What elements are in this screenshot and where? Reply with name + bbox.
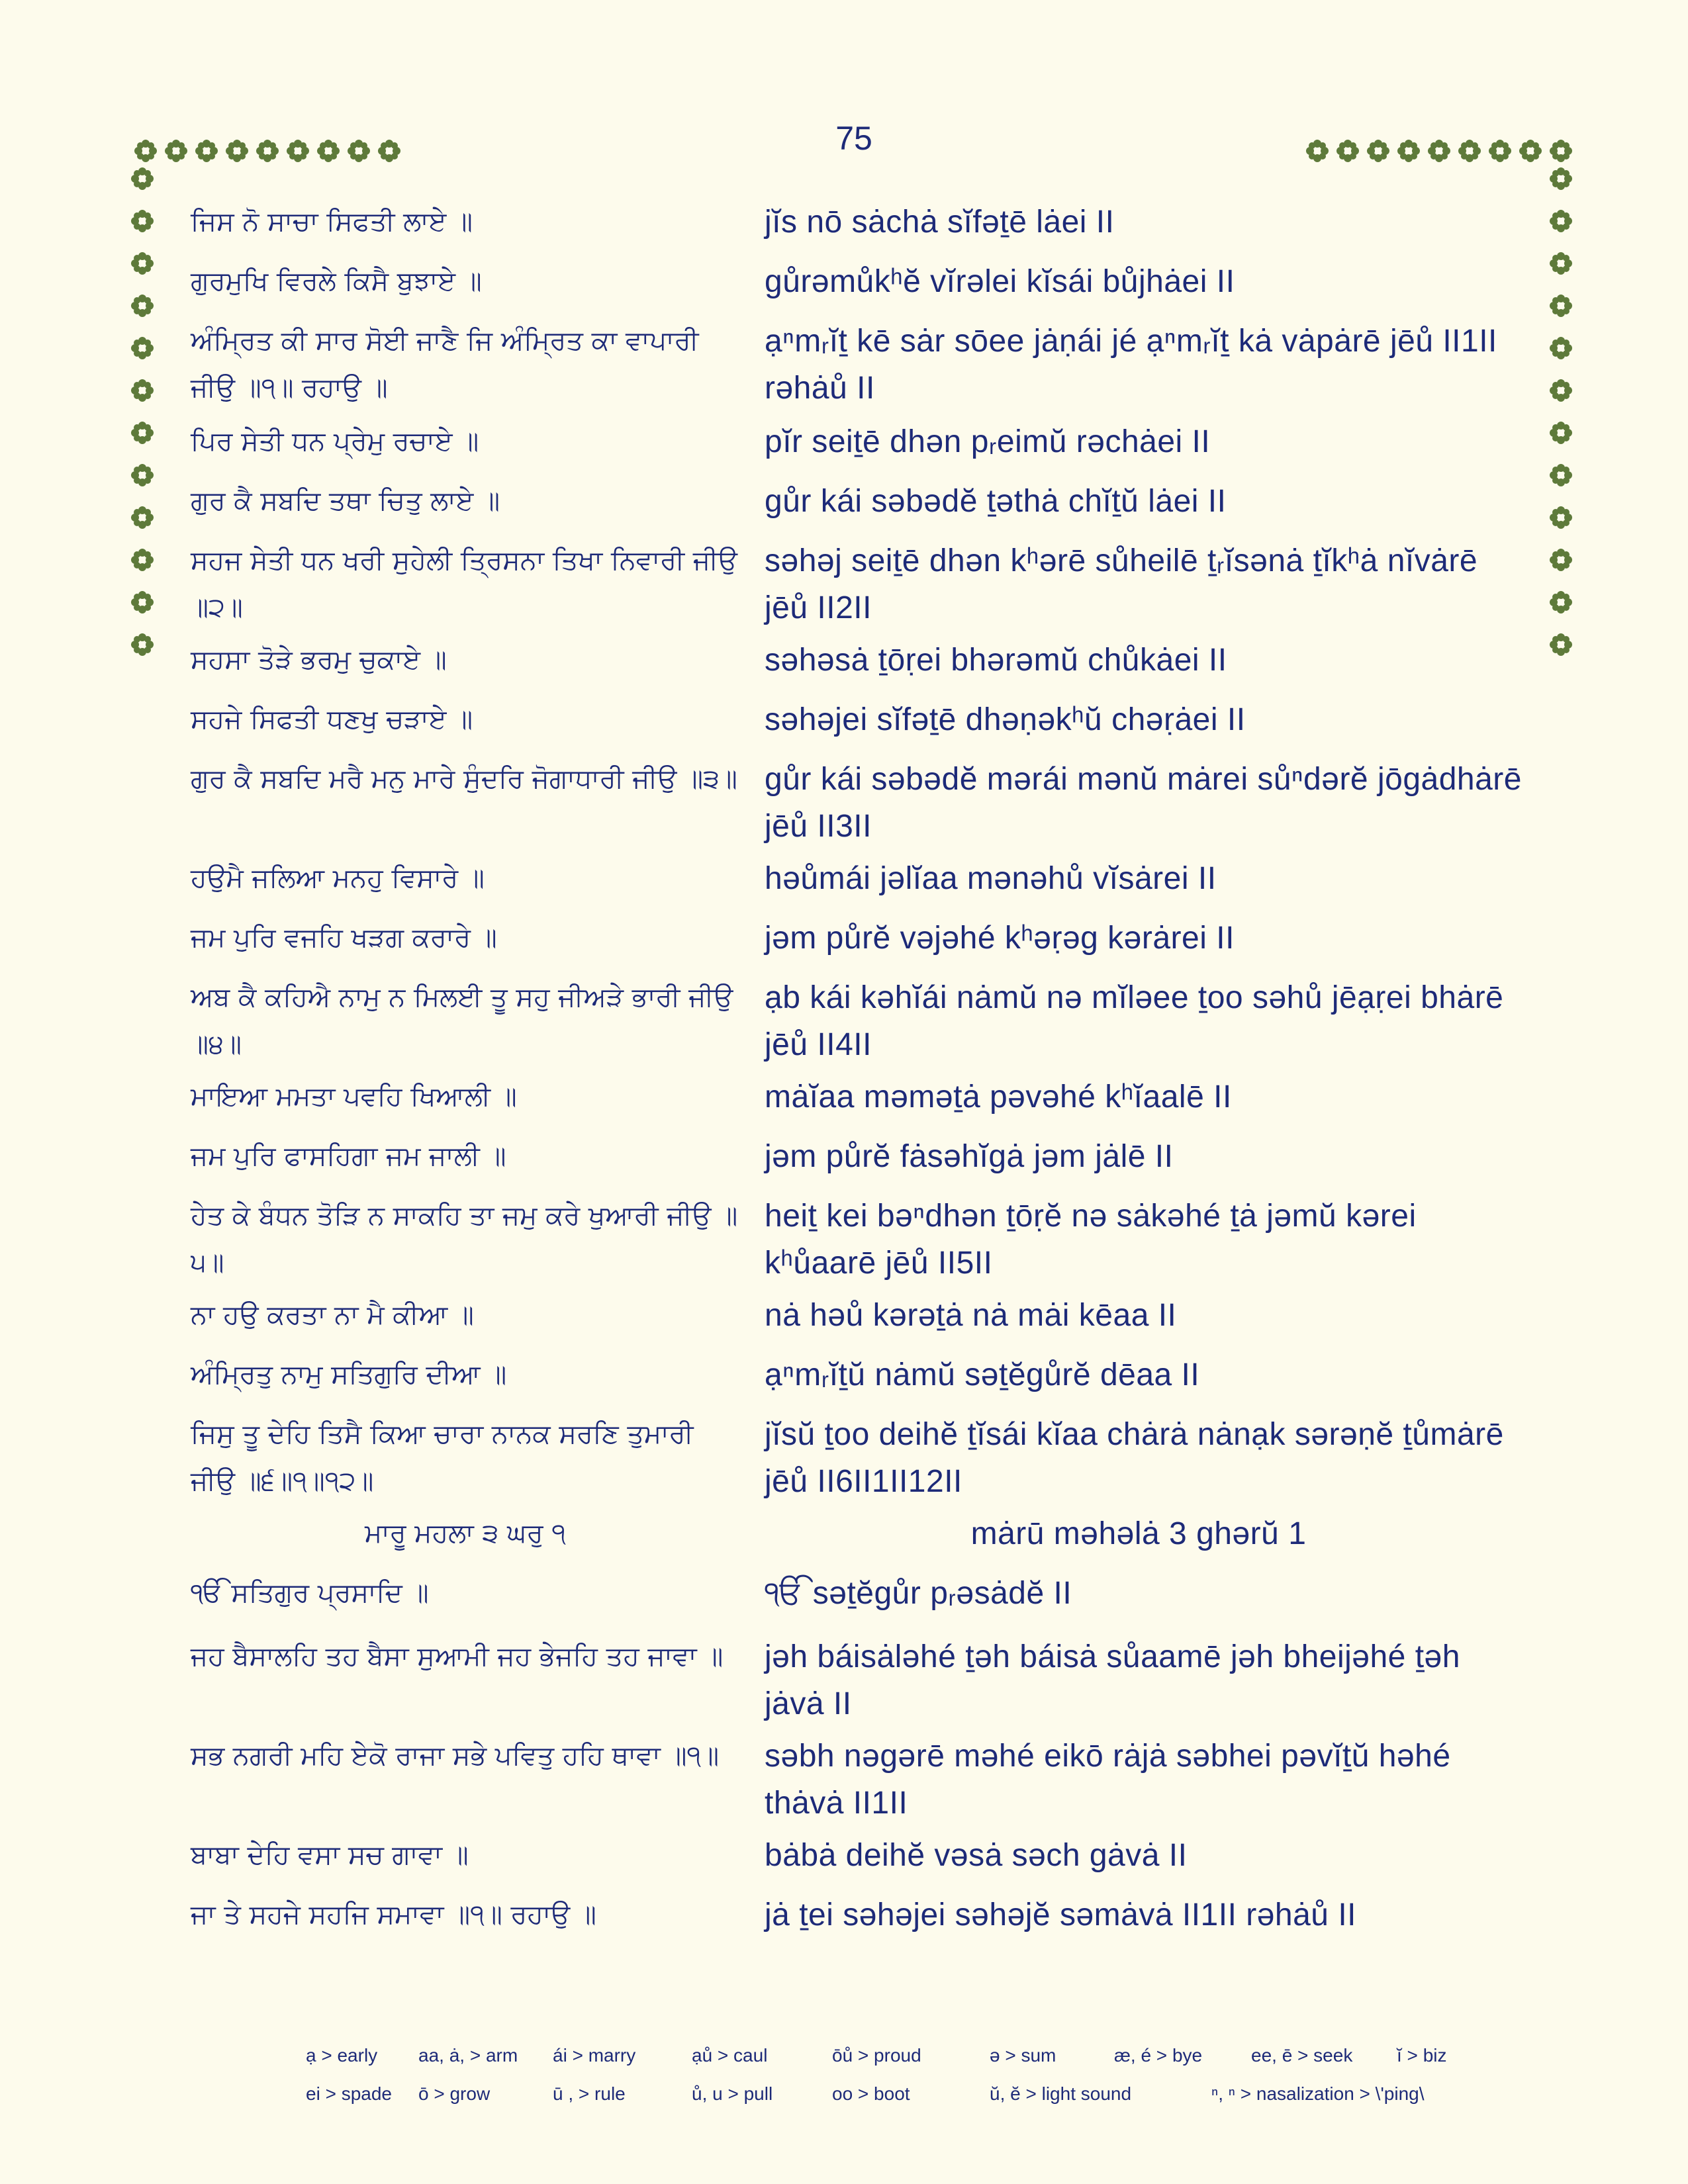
flower-icon <box>1548 377 1574 404</box>
flower-icon <box>1548 165 1574 192</box>
flower-icon <box>1548 138 1574 164</box>
transliteration-text: ạb kái kəhĭái nȧmŭ nə mĭləee ṯoo səhů jēạṛei bhȧrē jēů II4II <box>765 980 1504 1062</box>
gurmukhi-text: ਸਹਜੇ ਸਿਫਤੀ ਧਣਖੁ ਚੜਾਏ ॥ <box>191 704 473 735</box>
flower-icon <box>346 138 372 164</box>
flower-icon <box>129 250 156 277</box>
transliteration-text: jȧ ṯei səhəjei səhəjĕ səmȧvȧ II1II rəhȧů II <box>765 1897 1357 1933</box>
flower-icon <box>1548 504 1574 531</box>
flower-icon <box>1548 547 1574 573</box>
flower-icon <box>163 138 189 164</box>
transliteration-text: jĭs nō sȧchȧ sĭfəṯē lȧei II <box>765 205 1115 240</box>
gurmukhi-text: ਅੰਮ੍ਰਿਤ ਕੀ ਸਾਰ ਸੋਈ ਜਾਣੈ ਜਿ ਅੰਮ੍ਰਿਤ ਕਾ ਵਾਪਾਰੀ ਜੀਉ ॥੧॥ ਰਹਾਉ ॥ <box>191 326 699 403</box>
flower-icon <box>129 208 156 234</box>
flower-icon <box>129 547 156 573</box>
transliteration-text: jəh báisȧləhé ṯəh báisȧ sůaamē jəh bheijəhé ṯəh jȧvȧ II <box>765 1639 1460 1721</box>
flower-icon <box>1517 138 1544 164</box>
transliteration-text: həůmái jəlĭaa mənəhů vĭsȧrei II <box>765 861 1217 896</box>
gurmukhi-text: ੴ ਸਤਿਗੁਰ ਪ੍ਰਸਾਦਿ ॥ <box>191 1578 429 1608</box>
transliteration-text: gůr kái səbədĕ mərái mənŭ mȧrei sůⁿdərĕ jōgȧdhȧrē jēů II3II <box>765 762 1522 844</box>
legend-item: ů, u > pull <box>692 2083 773 2104</box>
flower-icon <box>1304 138 1331 164</box>
transliteration-text: mȧĭaa məməṯȧ pəvəhé kʰĭaalē II <box>765 1079 1232 1115</box>
ornament-column-left <box>129 165 156 658</box>
flower-icon <box>129 462 156 488</box>
flower-icon <box>1335 138 1361 164</box>
flower-icon <box>129 504 156 531</box>
legend-item: aa, ȧ, > arm <box>418 2045 518 2066</box>
gurmukhi-text: ਸਭ ਨਗਰੀ ਮਹਿ ਏਕੋ ਰਾਜਾ ਸਭੇ ਪਵਿਤੁ ਹਹਿ ਥਾਵਾ ॥੧॥ <box>191 1741 720 1771</box>
transliteration-text: gůrəmůkʰĕ vĭrəlei kĭsái bůjhȧei II <box>765 264 1235 299</box>
transliteration-text: ạⁿmᵣĭṯ kē sȧr sōee jȧṇái jé ạⁿmᵣĭṯ kȧ vȧpȧrē jēů II1II rəhȧů II <box>765 324 1497 406</box>
gurmukhi-text: ਜਿਸ ਨੋ ਸਾਚਾ ਸਿਫਤੀ ਲਾਏ ॥ <box>191 206 473 237</box>
flower-icon <box>1548 631 1574 658</box>
flower-icon <box>254 138 281 164</box>
flower-icon <box>193 138 220 164</box>
flower-icon <box>285 138 311 164</box>
transliteration-text: bȧbȧ deihĕ vəsȧ səch gȧvȧ II <box>765 1838 1188 1873</box>
gurmukhi-text: ਸਹਜ ਸੇਤੀ ਧਨ ਖਰੀ ਸੁਹੇਲੀ ਤ੍ਰਿਸਨਾ ਤਿਖਾ ਨਿਵਾਰੀ ਜੀਉ ॥੨॥ <box>191 545 737 623</box>
flower-icon <box>129 589 156 615</box>
flower-icon <box>1548 293 1574 319</box>
transliteration-text: səhəj seiṯē dhən kʰərē sůheilē ṯᵣĭsənȧ ṯĭkʰȧ nĭvȧrē jēů II2II <box>765 543 1478 625</box>
gurmukhi-text: ਗੁਰਮੁਖਿ ਵਿਰਲੇ ਕਿਸੈ ਬੁਝਾਏ ॥ <box>191 266 482 296</box>
flower-icon <box>1426 138 1452 164</box>
legend-item: ū , > rule <box>553 2083 626 2104</box>
flower-icon <box>1548 462 1574 488</box>
gurmukhi-text: ਹੇਤ ਕੇ ਬੰਧਨ ਤੋੜਿ ਨ ਸਾਕਹਿ ਤਾ ਜਮੁ ਕਰੇ ਖੁਆਰੀ ਜੀਉ ॥੫॥ <box>191 1201 738 1278</box>
gurmukhi-text: ਜਮ ਪੁਰਿ ਫਾਸਹਿਗਾ ਜਮ ਜਾਲੀ ॥ <box>191 1141 506 1171</box>
transliteration-text: jəm půrĕ fȧsəhĭgȧ jəm jȧlē II <box>765 1139 1174 1174</box>
flower-icon <box>224 138 250 164</box>
legend-item: ei > spade <box>306 2083 392 2104</box>
transliteration-text: gůr kái səbədĕ ṯəthȧ chĭṯŭ lȧei II <box>765 484 1227 519</box>
transliteration-text: jĭsŭ ṯoo deihĕ ṯĭsái kĭaa chȧrȧ nȧnạk sərəṇĕ ṯůmȧrē jēů II6II1II12II <box>765 1417 1504 1499</box>
flower-icon <box>1548 208 1574 234</box>
flower-icon <box>1487 138 1513 164</box>
legend-item: æ, é > bye <box>1114 2045 1203 2066</box>
ornament-row-top-right <box>1304 138 1574 164</box>
transliteration-text: nȧ həů kərəṯȧ nȧ mȧi kēaa II <box>765 1298 1177 1333</box>
gurmukhi-text: ਗੁਰ ਕੈ ਸਬਦਿ ਤਥਾ ਚਿਤੁ ਲਾਏ ॥ <box>191 486 500 516</box>
heading-gurmukhi: ਮਾਰੂ ਮਹਲਾ ੩ ਘਰੁ ੧ <box>365 1518 566 1549</box>
gurmukhi-text: ਅੰਮ੍ਰਿਤੁ ਨਾਮੁ ਸਤਿਗੁਰਿ ਦੀਆ ॥ <box>191 1359 507 1390</box>
legend-item: ⁿ, ⁿ > nasalization > \'ping\ <box>1211 2083 1425 2104</box>
legend-item: ōů > proud <box>832 2045 921 2066</box>
gurmukhi-text: ਜਿਸੁ ਤੂ ਦੇਹਿ ਤਿਸੈ ਕਿਆ ਚਾਰਾ ਨਾਨਕ ਸਰਣਿ ਤੁਮਾਰੀ ਜੀਉ ॥੬॥੧॥੧੨॥ <box>191 1419 694 1496</box>
gurmukhi-text: ਮਾਇਆ ਮਮਤਾ ਪਵਹਿ ਖਿਆਲੀ ॥ <box>191 1081 517 1112</box>
flower-icon <box>129 293 156 319</box>
gurmukhi-text: ਜਾ ਤੇ ਸਹਜੇ ਸਹਜਿ ਸਮਾਵਾ ॥੧॥ ਰਹਾਉ ॥ <box>191 1899 596 1930</box>
gurmukhi-text: ਬਾਬਾ ਦੇਹਿ ਵਸਾ ਸਚ ਗਾਵਾ ॥ <box>191 1840 469 1870</box>
flower-icon <box>129 335 156 361</box>
transliteration-text: heiṯ kei bəⁿdhən ṯōṛĕ nə sȧkəhé ṯȧ jəmŭ kərei kʰůaarē jēů II5II <box>765 1199 1417 1281</box>
flower-icon <box>132 138 159 164</box>
transliteration-text: səhəsȧ ṯōṛei bhərəmŭ chůkȧei II <box>765 643 1227 678</box>
legend-row <box>0 2045 1688 2071</box>
transliteration-text: ạⁿmᵣĭṯŭ nȧmŭ səṯĕgůrĕ dēaa II <box>765 1357 1200 1392</box>
legend-item: ee, ē > seek <box>1251 2045 1353 2066</box>
gurmukhi-text: ਜਮ ਪੁਰਿ ਵਜਹਿ ਖੜਗ ਕਰਾਰੇ ॥ <box>191 923 497 953</box>
gurmukhi-text: ਸਹਸਾ ਤੋੜੇ ਭਰਮੁ ਚੁਕਾਏ ॥ <box>191 645 447 675</box>
flower-icon <box>1365 138 1391 164</box>
legend-item: ạ > early <box>306 2045 378 2066</box>
legend-item: ạů > caul <box>692 2045 768 2066</box>
gurmukhi-text: ਜਹ ਬੈਸਾਲਹਿ ਤਹ ਬੈਸਾ ਸੁਆਮੀ ਜਹ ਭੇਜਹਿ ਤਹ ਜਾਵਾ ॥ <box>191 1641 724 1672</box>
gurmukhi-text: ਅਬ ਕੈ ਕਹਿਐ ਨਾਮੁ ਨ ਮਿਲਈ ਤੂ ਸਹੁ ਜੀਅੜੇ ਭਾਰੀ ਜੀਉ ॥੪॥ <box>191 982 733 1060</box>
flower-icon <box>315 138 342 164</box>
transliteration-text: ੴ səṯĕgůr pᵣəsȧdĕ II <box>765 1576 1072 1611</box>
page-number: 75 <box>835 120 872 157</box>
flower-icon <box>1456 138 1483 164</box>
transliteration-text: səhəjei sĭfəṯē dhəṇəkʰŭ chəṛȧei II <box>765 702 1246 737</box>
gurmukhi-text: ਨਾ ਹਉ ਕਰਤਾ ਨਾ ਮੈ ਕੀਆ ॥ <box>191 1300 474 1330</box>
flower-icon <box>1548 589 1574 615</box>
heading-transliteration: mȧrū məhəlȧ 3 ghərŭ 1 <box>970 1516 1307 1551</box>
ornament-column-right <box>1548 165 1574 658</box>
gurmukhi-text: ਗੁਰ ਕੈ ਸਬਦਿ ਮਰੈ ਮਨੁ ਮਾਰੇ ਸੁੰਦਰਿ ਜੋਗਾਧਾਰੀ ਜੀਉ ॥੩॥ <box>191 764 737 794</box>
legend-item: oo > boot <box>832 2083 910 2104</box>
legend-item: ái > marry <box>553 2045 636 2066</box>
transliteration-text: səbh nəgərē məhé eikō rȧjȧ səbhei pəvĭṯŭ həhé thȧvȧ II1II <box>765 1739 1451 1821</box>
flower-icon <box>129 420 156 446</box>
flower-icon <box>1548 420 1574 446</box>
flower-icon <box>1548 335 1574 361</box>
flower-icon <box>376 138 402 164</box>
ornament-row-top-left <box>132 138 402 164</box>
flower-icon <box>129 377 156 404</box>
legend-item: ĭ > biz <box>1397 2045 1447 2066</box>
legend-row <box>0 2083 1688 2110</box>
flower-icon <box>129 631 156 658</box>
flower-icon <box>1395 138 1422 164</box>
transliteration-text: jəm půrĕ vəjəhé kʰəṛəg kərȧrei II <box>765 921 1235 956</box>
legend-item: ŭ, ĕ > light sound <box>990 2083 1132 2104</box>
legend-item: ə > sum <box>990 2045 1056 2066</box>
legend-item: ō > grow <box>418 2083 491 2104</box>
flower-icon <box>1548 250 1574 277</box>
gurmukhi-text: ਹਉਮੈ ਜਲਿਆ ਮਨਹੁ ਵਿਸਾਰੇ ॥ <box>191 863 485 893</box>
transliteration-text: pĭr seiṯē dhən pᵣeimŭ rəchȧei II <box>765 424 1211 459</box>
flower-icon <box>129 165 156 192</box>
gurmukhi-text: ਪਿਰ ਸੇਤੀ ਧਨ ਪ੍ਰੇਮੁ ਰਚਾਏ ॥ <box>191 426 479 457</box>
